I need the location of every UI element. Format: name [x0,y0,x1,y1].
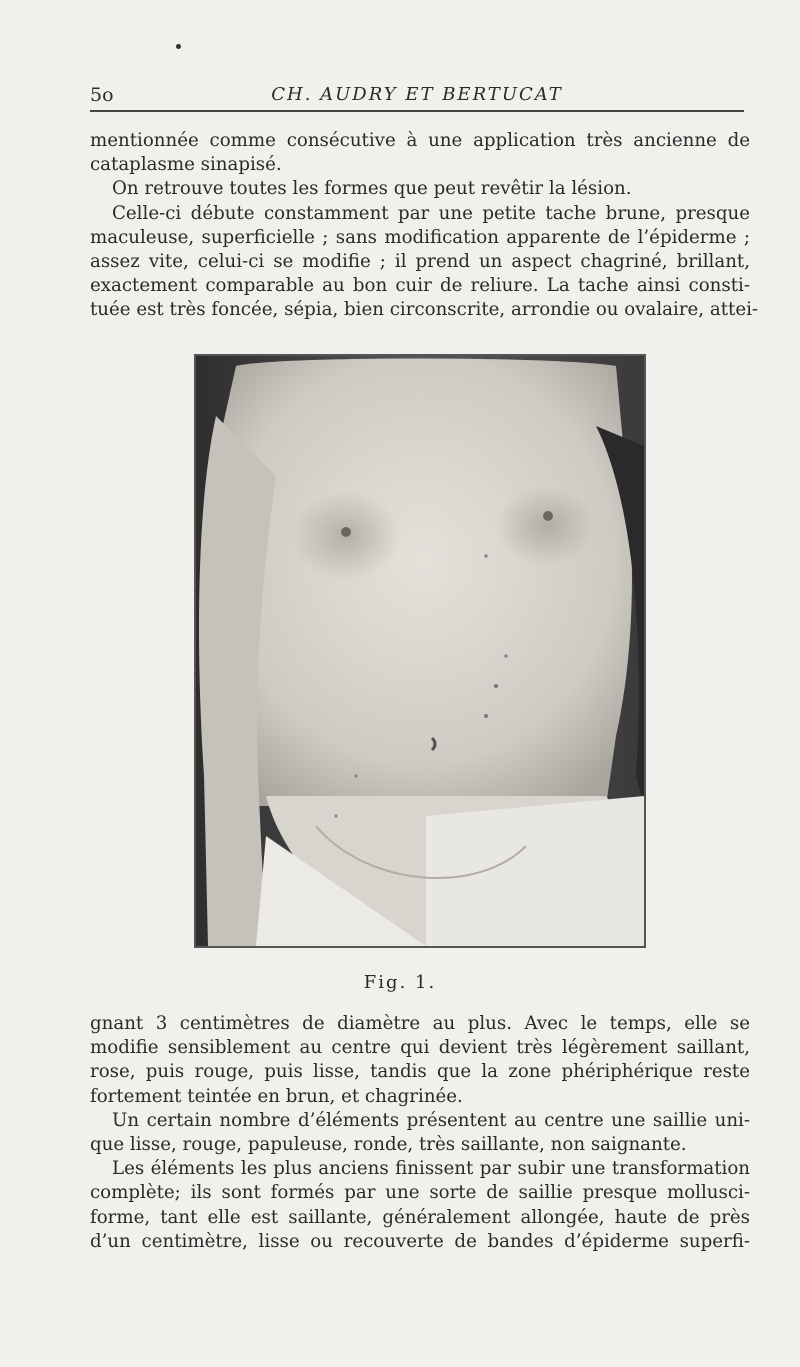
text-line: tuée est très foncée, sépia, bien circonscrite, arrondie ou ovalaire, attei- [90,299,759,321]
text-line: cataplasme sinapisé. [90,154,282,176]
text-line: Un certain nombre d’éléments présentent au centre une saillie uni- [112,1109,750,1131]
text-line: gnant 3 centimètres de diamètre au plus. Avec le temps, elle se [90,1013,750,1034]
text-line: Celle-ci débute constamment par une petite tache brune, presque [112,202,750,224]
page-number: 5o [90,84,114,106]
text-line: assez vite, celui-ci se modifie ; il prend un aspect chagriné, brillant, [90,251,750,273]
text-line: fortement teintée en brun, et chagrinée. [90,1085,463,1107]
text-line: mentionnée comme consécutive à une application très ancienne de [90,130,750,151]
text-line: d’un centimètre, lisse ou recouverte de bandes d’épiderme superfi- [90,1230,750,1252]
text-line: modifie sensiblement au centre qui devient très légèrement saillant, [90,1037,750,1059]
text-line: rose, puis rouge, puis lisse, tandis que la zone phériphérique reste [90,1061,750,1083]
paragraph-top [90,129,759,323]
text-line: forme, tant elle est saillante, généralement allongée, haute de près [90,1206,750,1228]
print-speck [176,44,181,49]
page-header [90,84,744,112]
running-head: CH. AUDRY ET BERTUCAT [271,84,563,105]
text-line: Les éléments les plus anciens finissent par subir une transformation [112,1158,750,1180]
text-line: que lisse, rouge, papuleuse, ronde, très saillante, non saignante. [90,1134,687,1156]
text-line: exactement comparable au bon cuir de reliure. La tache ainsi consti- [90,275,750,297]
figure-photograph [194,354,646,948]
text-line: complète; ils sont formés par une sorte de saillie presque mollusci- [90,1182,750,1204]
photo-illustration [196,356,644,946]
text-line: maculeuse, superficielle ; sans modification apparente de l’épiderme ; [90,226,750,248]
paragraph-bottom [90,1012,750,1254]
figure-caption: Fig. 1. [363,972,437,993]
text-line: On retrouve toutes les formes que peut revêtir la lésion. [112,178,632,200]
